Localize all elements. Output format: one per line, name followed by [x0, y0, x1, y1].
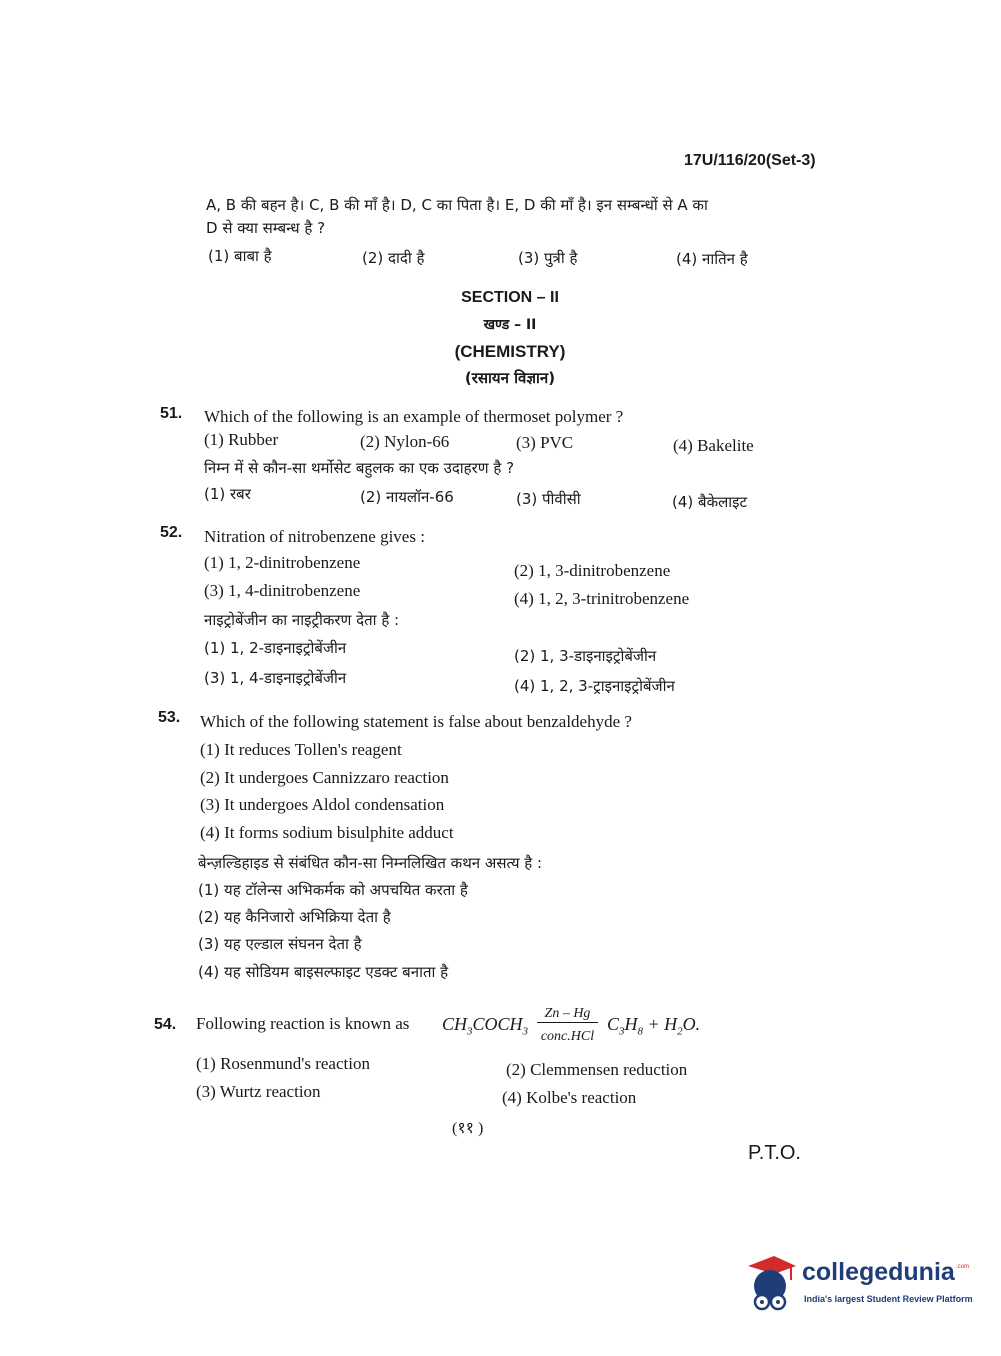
mascot-icon: [744, 1252, 796, 1314]
q54-number: 54.: [154, 1016, 177, 1033]
q53-option-1: (1) It reduces Tollen's reagent: [200, 740, 402, 759]
q54-option-1: (1) Rosenmund's reaction: [196, 1054, 370, 1073]
q54-reaction-arrow: [537, 1006, 599, 1045]
q54-text: Following reaction is known as: [196, 1014, 410, 1033]
q54-products: $C_3H_8 + H_2O$.: [606, 1013, 701, 1038]
q53-option-4: (4) It forms sodium bisulphite adduct: [200, 823, 454, 842]
prev-option-3: (3) पुत्री है: [518, 249, 578, 267]
prev-question-line1: A, B की बहन है। C, B की माँ है। D, C का पिता है। E, D की माँ है। इन सम्बन्धों से A का: [206, 196, 708, 214]
brand-name: collegedunia: [802, 1258, 955, 1286]
paper-code: 17U/116/20(Set-3): [684, 152, 816, 169]
prev-option-1: (1) बाबा है: [208, 247, 272, 265]
q51-option-hi-2: (2) नायलॉन-66: [360, 488, 454, 506]
q51-option-hi-3: (3) पीवीसी: [516, 490, 581, 508]
q51-option-hi-4: (4) बैकेलाइट: [672, 493, 748, 511]
q54-option-3: (3) Wurtz reaction: [196, 1082, 321, 1101]
prev-option-2: (2) दादी है: [362, 249, 425, 267]
q52-text-hi: नाइट्रोबेंजीन का नाइट्रीकरण देता है :: [204, 611, 400, 629]
q51-option-1: (1) Rubber: [204, 430, 279, 449]
q54-option-4: (4) Kolbe's reaction: [502, 1088, 637, 1107]
q53-option-hi-1: (1) यह टॉलेन्स अभिकर्मक को अपचयित करता है: [198, 881, 468, 899]
q52-option-4: (4) 1, 2, 3-trinitrobenzene: [514, 589, 690, 608]
section-title: SECTION – II: [461, 289, 559, 306]
q51-option-2: (2) Nylon-66: [360, 432, 450, 451]
q52-option-hi-2: (2) 1, 3-डाइनाइट्रोबेंजीन: [514, 647, 657, 665]
q53-option-hi-2: (2) यह कैनिजारो अभिक्रिया देता है: [198, 908, 391, 926]
section-title-hi: खण्ड – II: [483, 317, 537, 333]
q53-text-hi: बेन्ज़ल्डिहाइड से संबंधित कौन-सा निम्नलिखित कथन असत्य है :: [198, 854, 543, 872]
q51-option-3: (3) PVC: [516, 433, 574, 452]
brand-logo: [744, 1252, 973, 1322]
q52-option-hi-4: (4) 1, 2, 3-ट्राइनाइट्रोबेंजीन: [514, 677, 675, 695]
q54-reactant: $CH_3COCH_3$: [442, 1013, 529, 1038]
q51-option-4: (4) Bakelite: [673, 436, 754, 455]
section-subject-hi: (रसायन विज्ञान): [464, 369, 556, 387]
q54-reagent-top: Zn – Hg: [537, 1006, 599, 1023]
q51-number: 51.: [160, 405, 183, 422]
section-subject: (CHEMISTRY): [454, 342, 566, 361]
q52-option-3: (3) 1, 4-dinitrobenzene: [204, 581, 361, 600]
q54-reagent-bottom: conc.HCl: [540, 1029, 595, 1044]
q52-number: 52.: [160, 524, 183, 541]
q53-number: 53.: [158, 709, 181, 726]
q52-option-hi-3: (3) 1, 4-डाइनाइट्रोबेंजीन: [204, 669, 347, 687]
q54-option-2: (2) Clemmensen reduction: [506, 1060, 688, 1079]
q51-text: Which of the following is an example of thermoset polymer ?: [204, 407, 624, 426]
q51-text-hi: निम्न में से कौन-सा थर्मोसेट बहुलक का एक उदाहरण है ?: [204, 459, 515, 477]
brand-mark: .com: [956, 1264, 970, 1270]
prev-option-4: (4) नातिन है: [676, 250, 748, 268]
page-mark: (११ ): [452, 1120, 484, 1137]
q52-text: Nitration of nitrobenzene gives :: [204, 527, 425, 546]
prev-question-line2: D से क्या सम्बन्ध है ?: [206, 219, 326, 237]
q53-option-3: (3) It undergoes Aldol condensation: [200, 795, 445, 814]
q54-reaction-equation: [442, 1006, 700, 1045]
q53-option-2: (2) It undergoes Cannizzaro reaction: [200, 768, 449, 787]
q53-option-hi-4: (4) यह सोडियम बाइसल्फाइट एडक्ट बनाता है: [198, 963, 449, 981]
brand-tagline: India's largest Student Review Platform: [804, 1294, 973, 1304]
q51-option-hi-1: (1) रबर: [204, 485, 251, 503]
q53-option-hi-3: (3) यह एल्डाल संघनन देता है: [198, 935, 362, 953]
q52-option-1: (1) 1, 2-dinitrobenzene: [204, 553, 361, 572]
pto-label: P.T.O.: [748, 1142, 801, 1164]
q53-text: Which of the following statement is false about benzaldehyde ?: [200, 712, 632, 731]
q52-option-2: (2) 1, 3-dinitrobenzene: [514, 561, 671, 580]
q52-option-hi-1: (1) 1, 2-डाइनाइट्रोबेंजीन: [204, 639, 347, 657]
